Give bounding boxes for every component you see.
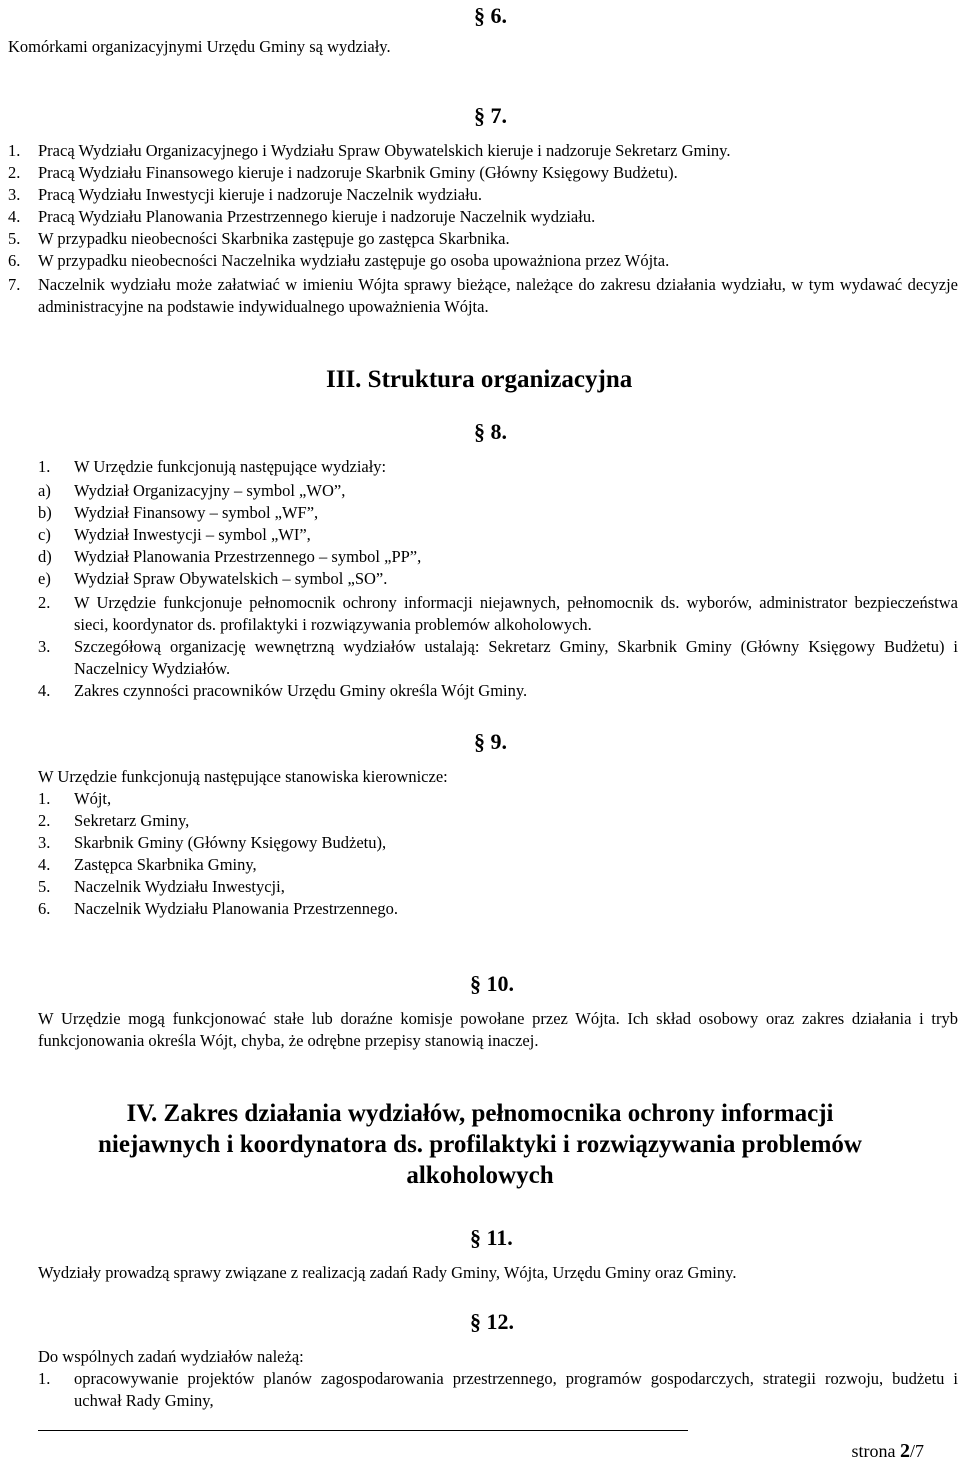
footer-label: strona	[851, 1441, 896, 1461]
section-mark: §	[470, 971, 481, 996]
list-item	[8, 140, 958, 162]
list-item	[38, 502, 958, 524]
section-8-heading	[474, 420, 507, 444]
item-number: 1.	[38, 789, 51, 808]
section-9-intro: W Urzędzie funkcjonują następujące stanowiska kierownicze:	[38, 767, 448, 786]
list-item	[38, 480, 958, 502]
list-item	[38, 898, 958, 920]
list-item	[38, 524, 958, 546]
section-12-heading	[470, 1310, 514, 1334]
section-mark: §	[474, 103, 485, 128]
item-number: 2.	[8, 163, 21, 182]
page-footer	[851, 1440, 924, 1463]
section-12-intro: Do wspólnych zadań wydziałów należą:	[38, 1347, 304, 1366]
item-letter: d)	[38, 547, 52, 566]
section-number: 6.	[490, 3, 507, 28]
paragraph	[38, 1368, 958, 1412]
chapter-4-title	[40, 1098, 920, 1191]
paragraph-text: W Urzędzie funkcjonuje pełnomocnik ochrony informacji niejawnych, pełnomocnik ds. wyborów, administrator bezpieczeństwa sieci, koordynator ds. profilaktyki i rozwiązywania problemów alkoholowych.	[74, 593, 958, 634]
item-text: Wydział Inwestycji – symbol „WI”,	[74, 525, 311, 544]
section-mark: §	[470, 1225, 481, 1250]
item-text: Pracą Wydziału Inwestycji kieruje i nadzoruje Naczelnik wydziału.	[38, 185, 483, 204]
page-number: 2	[899, 1440, 910, 1462]
paragraph-number: 4.	[38, 681, 51, 700]
section-number: 11.	[486, 1225, 513, 1250]
list-item	[8, 250, 958, 272]
item-text: Skarbnik Gminy (Główny Księgowy Budżetu),	[74, 833, 387, 852]
item-number: 4.	[8, 207, 21, 226]
item-text: Wójt,	[74, 789, 112, 808]
section-7-heading	[474, 104, 507, 128]
item-text: Naczelnik wydziału może załatwiać w imieniu Wójta sprawy bieżące, należące do zakresu działania wydziału, w tym wydawać decyzje administracyjne na podstawie indywidualnego upoważnienia Wójta.	[38, 275, 958, 316]
chapter-4-title-line: niejawnych i koordynatora ds. profilaktyki i rozwiązywania problemów	[98, 1131, 862, 1158]
item-number: 3.	[8, 185, 21, 204]
intro-text: Komórkami organizacyjnymi Urzędu Gminy są wydziały.	[8, 37, 391, 56]
list-item	[8, 206, 958, 228]
list-item	[38, 854, 958, 876]
section-11-heading	[470, 1226, 513, 1250]
section-number: 7.	[490, 103, 507, 128]
section-mark: §	[474, 419, 485, 444]
section-11-text: Wydziały prowadzą sprawy związane z realizacją zadań Rady Gminy, Wójta, Urzędu Gminy oraz Gminy.	[38, 1263, 737, 1282]
item-number: 6.	[8, 251, 21, 270]
item-text: Pracą Wydziału Organizacyjnego i Wydziału Spraw Obywatelskich kieruje i nadzoruje Sekretarz Gminy.	[38, 141, 731, 160]
section-10-heading	[470, 972, 514, 996]
item-text: Zastępca Skarbnika Gminy,	[74, 855, 257, 874]
footer-divider	[38, 1430, 688, 1431]
section-mark: §	[470, 1309, 481, 1334]
list-item	[8, 162, 958, 184]
item-text: Pracą Wydziału Planowania Przestrzennego kieruje i nadzoruje Naczelnik wydziału.	[38, 207, 596, 226]
item-number: 7.	[8, 275, 21, 294]
list-item	[38, 788, 958, 810]
paragraph-text: W Urzędzie funkcjonują następujące wydziały:	[74, 457, 387, 476]
page-total: /7	[909, 1441, 924, 1461]
paragraph-number: 2.	[38, 593, 51, 612]
item-letter: c)	[38, 525, 51, 544]
paragraph-text: Zakres czynności pracowników Urzędu Gminy określa Wójt Gminy.	[74, 681, 528, 700]
item-number: 3.	[38, 833, 51, 852]
item-letter: e)	[38, 569, 51, 588]
section-number: 8.	[490, 419, 507, 444]
item-text: Wydział Finansowy – symbol „WF”,	[74, 503, 319, 522]
section-mark: §	[474, 729, 485, 754]
item-text: Naczelnik Wydziału Planowania Przestrzennego.	[74, 899, 398, 918]
item-text: Wydział Planowania Przestrzennego – symbol „PP”,	[74, 547, 422, 566]
paragraph	[38, 592, 958, 636]
list-item	[38, 568, 958, 590]
paragraph-number: 1.	[38, 1369, 51, 1388]
section-number: 12.	[486, 1309, 514, 1334]
item-number: 4.	[38, 855, 51, 874]
item-number: 5.	[38, 877, 51, 896]
item-number: 1.	[8, 141, 21, 160]
list-item	[38, 876, 958, 898]
item-text: Wydział Organizacyjny – symbol „WO”,	[74, 481, 346, 500]
section-10-text: W Urzędzie mogą funkcjonować stałe lub doraźne komisje powołane przez Wójta. Ich skład osobowy oraz zakres działania i tryb funkcjonowania określa Wójt, chyba, że odrębne przepisy stanowią inaczej.	[38, 1009, 958, 1050]
chapter-4-title-line: alkoholowych	[406, 1162, 554, 1189]
item-text: W przypadku nieobecności Skarbnika zastępuje go zastępca Skarbnika.	[38, 229, 510, 248]
item-letter: a)	[38, 481, 51, 500]
item-letter: b)	[38, 503, 52, 522]
item-text: Sekretarz Gminy,	[74, 811, 190, 830]
item-number: 2.	[38, 811, 51, 830]
paragraph	[38, 456, 958, 478]
paragraph	[38, 636, 958, 680]
list-item	[8, 184, 958, 206]
item-text: Wydział Spraw Obywatelskich – symbol „SO”.	[74, 569, 388, 588]
list-item	[38, 810, 958, 832]
section-number: 9.	[490, 729, 507, 754]
paragraph-number: 3.	[38, 637, 51, 656]
item-text: W przypadku nieobecności Naczelnika wydziału zastępuje go osoba upoważniona przez Wójta.	[38, 251, 670, 270]
list-item	[8, 274, 958, 318]
chapter-4-title-line: IV. Zakres działania wydziałów, pełnomocnika ochrony informacji	[126, 1100, 834, 1127]
paragraph	[38, 680, 958, 702]
section-9-heading	[474, 730, 507, 754]
item-number: 6.	[38, 899, 51, 918]
item-text: Pracą Wydziału Finansowego kieruje i nadzoruje Skarbnik Gminy (Główny Księgowy Budżetu).	[38, 163, 678, 182]
list-item	[38, 546, 958, 568]
list-item	[38, 832, 958, 854]
item-text: Naczelnik Wydziału Inwestycji,	[74, 877, 285, 896]
paragraph-text: Szczegółową organizację wewnętrzną wydziałów ustalają: Sekretarz Gminy, Skarbnik Gminy (Główny Księgowy Budżetu) i Naczelnicy Wydziałów.	[74, 637, 958, 678]
section-mark: §	[474, 3, 485, 28]
list-item	[8, 228, 958, 250]
paragraph-number: 1.	[38, 457, 51, 476]
item-number: 5.	[8, 229, 21, 248]
chapter-3-title: III. Struktura organizacyjna	[326, 366, 633, 393]
section-number: 10.	[486, 971, 514, 996]
paragraph-text: opracowywanie projektów planów zagospodarowania przestrzennego, programów gospodarczych, strategii rozwoju, budżetu i uchwał Rady Gminy,	[74, 1369, 958, 1410]
section-6-heading	[474, 4, 507, 28]
